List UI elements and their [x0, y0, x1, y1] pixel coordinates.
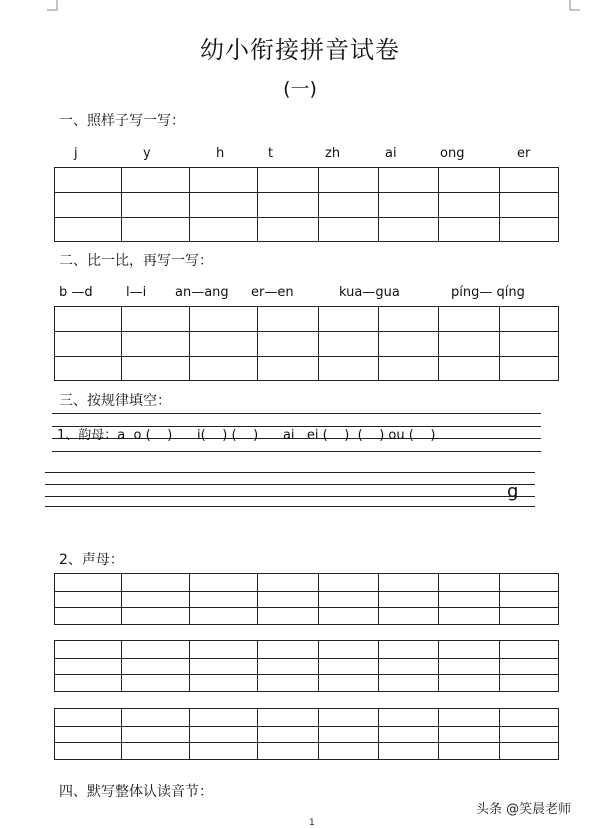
- s1-label-ai: ai: [385, 146, 397, 161]
- s1-label-y: y: [143, 146, 151, 161]
- s1-label-er: er: [517, 146, 531, 161]
- letter-g: g: [507, 481, 519, 502]
- s2-label-kua-gua: kua—gua: [339, 285, 400, 300]
- watermark: 头条 @笑晨老师: [476, 802, 572, 817]
- writing-grid-1: [54, 167, 559, 242]
- section-3-heading: 三、按规律填空：: [59, 393, 171, 409]
- rule-fill-line-1: 1、韵母：a o ( ) i( ) ( ) ai ei ( ) ( ) ou ( ): [57, 428, 436, 443]
- s1-label-j: j: [74, 146, 78, 161]
- s1-label-ong: ong: [440, 146, 465, 161]
- s2-label-an-ang: an—ang: [175, 285, 229, 300]
- crop-mark-top-left: [47, 0, 59, 12]
- s2-label-er-en: er—en: [251, 285, 294, 300]
- section-2-heading: 二、比一比，再写一写：: [59, 253, 213, 269]
- s1-label-h: h: [216, 146, 225, 161]
- writing-grid-5: [54, 708, 559, 760]
- section-1-heading: 一、照样子写一写：: [59, 113, 185, 129]
- page-title: 幼小衔接拼音试卷: [200, 36, 400, 64]
- s2-label-b-d: b —d: [59, 285, 93, 300]
- writing-grid-3: [54, 573, 559, 625]
- s2-label-ping-qing: píng— qíng: [451, 285, 525, 300]
- writing-grid-4: [54, 640, 559, 692]
- page-number: 1: [309, 818, 315, 828]
- crop-mark-top-right: [568, 0, 580, 12]
- s1-label-zh: zh: [325, 146, 341, 161]
- section-4-heading: 四、默写整体认读音节：: [59, 784, 213, 800]
- s1-label-t: t: [268, 146, 274, 161]
- s2-label-l-i: l—i: [126, 285, 147, 300]
- page-subtitle: (一): [283, 78, 317, 100]
- writing-grid-2: [54, 306, 559, 381]
- section-3-sub-2-heading: 2、声母：: [59, 552, 124, 568]
